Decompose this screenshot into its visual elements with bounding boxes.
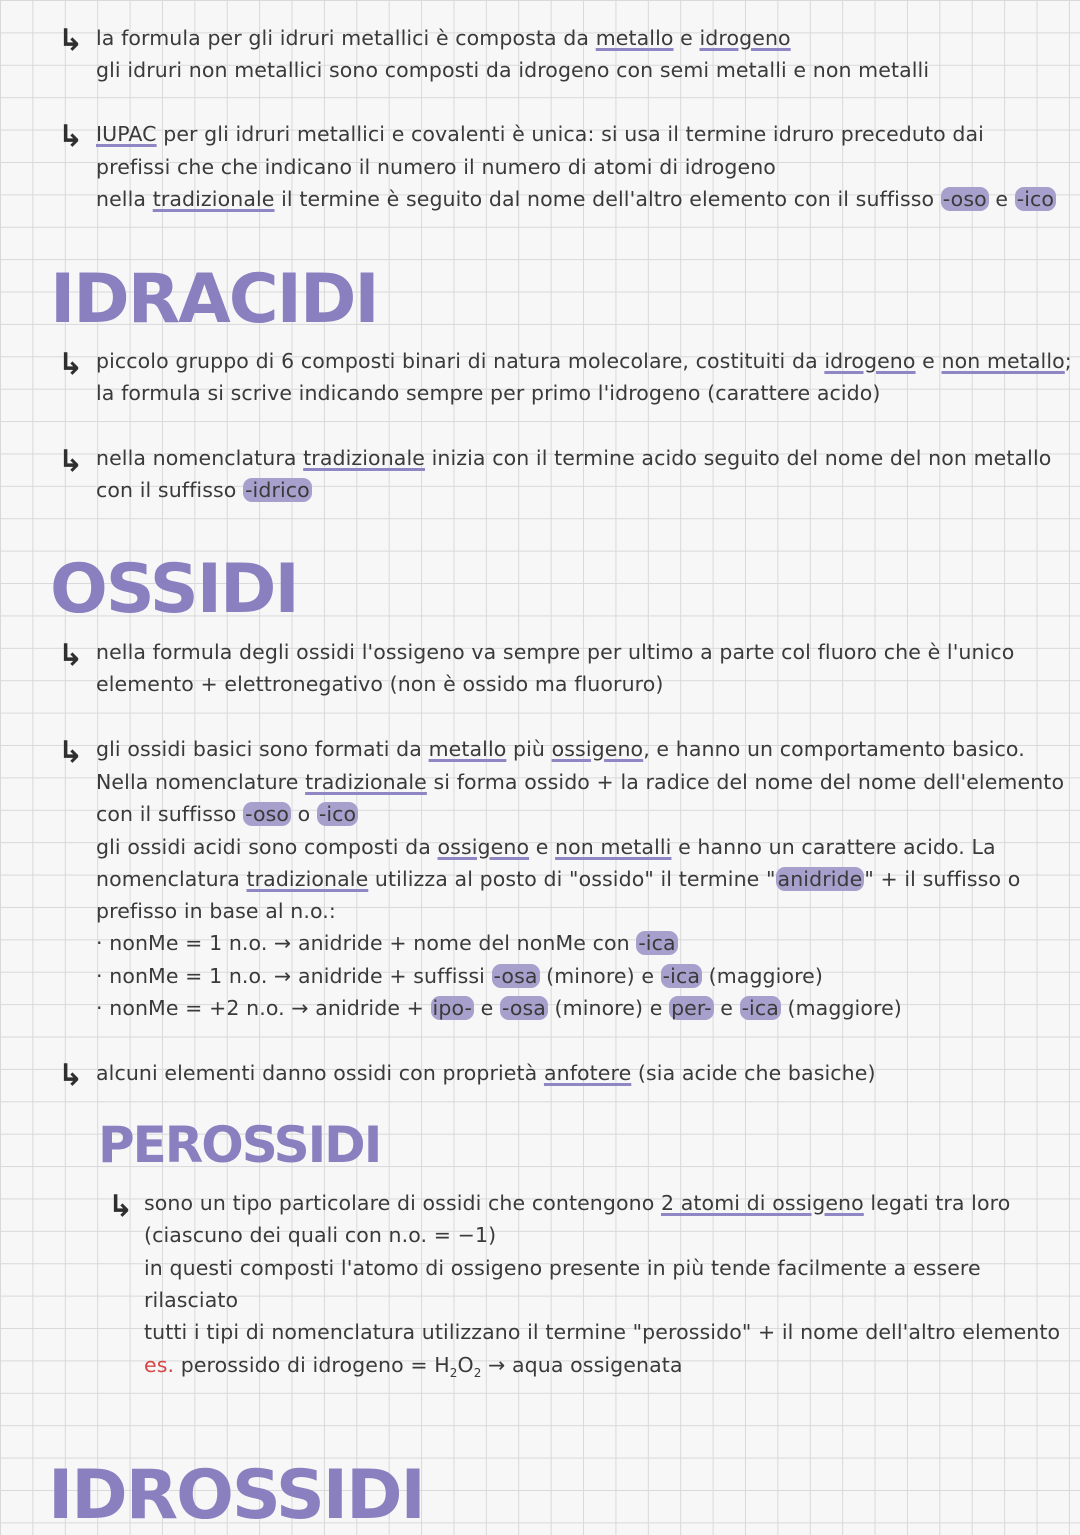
keyword: idrogeno	[699, 26, 791, 50]
list-item	[96, 960, 823, 992]
keyword: non metallo	[941, 349, 1065, 373]
highlight-prefix: per-	[671, 996, 712, 1020]
text: (minore) e	[547, 996, 670, 1020]
text: Nella nomenclature	[96, 770, 306, 794]
highlight-suffix: -oso	[942, 187, 987, 211]
text: sono un tipo particolare di ossidi che contengono	[144, 1191, 661, 1215]
text-line	[96, 22, 791, 54]
text: per gli idruri metallici e covalenti è unica: si usa il termine idruro preceduto dai	[156, 122, 984, 146]
text: e	[529, 835, 556, 859]
keyword: tradizionale	[246, 867, 369, 891]
text-line: tutti i tipi di nomenclatura utilizzano il termine "perossido" + il nome dell'altro elemento	[144, 1320, 1061, 1344]
highlight-suffix: -osa	[501, 996, 546, 1020]
text-line: nella formula degli ossidi l'ossigeno va sempre per ultimo a parte col fluoro che è l'unico	[96, 640, 1015, 664]
text-line: elemento + elettronegativo (non è ossido ma fluoruro)	[96, 672, 664, 696]
text-line	[96, 442, 1051, 474]
text-line	[96, 733, 1025, 765]
keyword: tradizionale	[305, 770, 427, 794]
text-line	[96, 766, 1064, 798]
section-heading-idrossidi: IDROSSIDI	[48, 1456, 424, 1535]
keyword: tradizionale	[303, 446, 425, 470]
text: più	[506, 737, 552, 761]
text: · nonMe = +2 n.o. → anidride +	[96, 996, 431, 1020]
bullet-arrow-icon: ↳	[108, 1189, 134, 1224]
bullet-arrow-icon: ↳	[58, 1058, 84, 1093]
text-line: rilasciato	[144, 1288, 239, 1312]
highlight-suffix: -osa	[493, 964, 538, 988]
text: utilizza al posto di "ossido" il termine "	[368, 867, 776, 891]
text: (sia acide che basiche)	[631, 1061, 876, 1085]
text: la formula per gli idruri metallici è composta da	[96, 26, 596, 50]
text-line	[96, 474, 312, 506]
text: o	[291, 802, 317, 826]
text: e	[915, 349, 942, 373]
text: e	[673, 26, 700, 50]
text-line: (ciascuno dei quali con n.o. = −1)	[144, 1223, 497, 1247]
text: e hanno un carattere acido. La	[671, 835, 996, 859]
text: " + il suffisso o	[864, 867, 1021, 891]
text: con il suffisso	[96, 478, 244, 502]
text: gli ossidi acidi sono composti da	[96, 835, 438, 859]
bullet-arrow-icon: ↳	[58, 444, 84, 479]
section-heading-ossidi: OSSIDI	[50, 550, 298, 629]
text: (maggiore)	[702, 964, 823, 988]
text-line	[96, 798, 358, 830]
text: nomenclatura	[96, 867, 247, 891]
list-item	[96, 992, 902, 1024]
subscript: 2	[449, 1366, 458, 1381]
bullet-arrow-icon: ↳	[58, 23, 84, 58]
keyword: IUPAC	[96, 122, 157, 146]
keyword: metallo	[595, 26, 674, 50]
highlight-suffix: -ico	[318, 802, 357, 826]
bullet-arrow-icon: ↳	[58, 347, 84, 382]
keyword: 2 atomi di ossigeno	[661, 1191, 864, 1215]
highlight-prefix: ipo-	[432, 996, 472, 1020]
highlight-suffix: -idrico	[245, 478, 310, 502]
text-line	[96, 345, 1072, 377]
highlight-suffix: -ica	[662, 964, 700, 988]
highlight-term: anidride	[777, 867, 863, 891]
text: nella nomenclatura	[96, 446, 304, 470]
text-line: la formula si scrive indicando sempre per primo l'idrogeno (carattere acido)	[96, 381, 881, 405]
text-line: in questi composti l'atomo di ossigeno presente in più tende facilmente a essere	[144, 1256, 981, 1280]
highlight-suffix: -oso	[245, 802, 290, 826]
text: (minore) e	[539, 964, 661, 988]
keyword: ossigeno	[437, 835, 530, 859]
bullet-arrow-icon: ↳	[58, 119, 84, 154]
text: e	[713, 996, 740, 1020]
example-label: es.	[144, 1353, 175, 1377]
section-heading-idracidi: IDRACIDI	[50, 260, 378, 339]
keyword: tradizionale	[152, 187, 275, 211]
text: inizia con il termine acido seguito del nome del non metallo	[424, 446, 1052, 470]
highlight-suffix: -ico	[1016, 187, 1055, 211]
text: e	[473, 996, 500, 1020]
keyword: ossigeno	[551, 737, 644, 761]
text: alcuni elementi danno ossidi con proprietà	[96, 1061, 544, 1085]
text-line	[144, 1187, 1010, 1219]
text-line	[96, 183, 1056, 215]
text: perossido di idrogeno = H	[174, 1353, 450, 1377]
text-line	[96, 831, 996, 863]
text: piccolo gruppo di 6 composti binari di natura molecolare, costituiti da	[96, 349, 825, 373]
text-line: prefissi che che indicano il numero il numero di atomi di idrogeno	[96, 155, 776, 179]
text: gli ossidi basici sono formati da	[96, 737, 429, 761]
text: e	[988, 187, 1015, 211]
subscript: 2	[473, 1366, 482, 1381]
text-line	[96, 1057, 876, 1089]
text: ;	[1064, 349, 1072, 373]
highlight-suffix: -ica	[638, 931, 676, 955]
keyword: metallo	[428, 737, 507, 761]
bullet-arrow-icon: ↳	[58, 735, 84, 770]
text: con il suffisso	[96, 802, 244, 826]
list-item	[96, 927, 678, 959]
text-line	[96, 863, 1020, 895]
text: , e hanno un comportamento basico.	[643, 737, 1025, 761]
text: · nonMe = 1 n.o. → anidride + suffissi	[96, 964, 492, 988]
text: si forma ossido + la radice del nome del nome dell'elemento	[426, 770, 1065, 794]
text: (maggiore)	[780, 996, 902, 1020]
keyword: idrogeno	[824, 349, 916, 373]
text: il termine è seguito dal nome dell'altro elemento con il suffisso	[274, 187, 941, 211]
text-line: gli idruri non metallici sono composti da idrogeno con semi metalli e non metalli	[96, 58, 930, 82]
example-line	[144, 1349, 683, 1389]
bullet-arrow-icon: ↳	[58, 638, 84, 673]
text: legati tra loro	[863, 1191, 1011, 1215]
section-heading-perossidi: PEROSSIDI	[98, 1116, 381, 1174]
text-line: prefisso in base al n.o.:	[96, 899, 336, 923]
text: O	[457, 1353, 474, 1377]
text-line	[96, 118, 984, 150]
text: nella	[96, 187, 153, 211]
text: · nonMe = 1 n.o. → anidride + nome del nonMe con	[96, 931, 637, 955]
keyword: non metalli	[555, 835, 672, 859]
keyword: anfotere	[543, 1061, 632, 1085]
highlight-suffix: -ica	[741, 996, 779, 1020]
text: → aqua ossigenata	[481, 1353, 683, 1377]
